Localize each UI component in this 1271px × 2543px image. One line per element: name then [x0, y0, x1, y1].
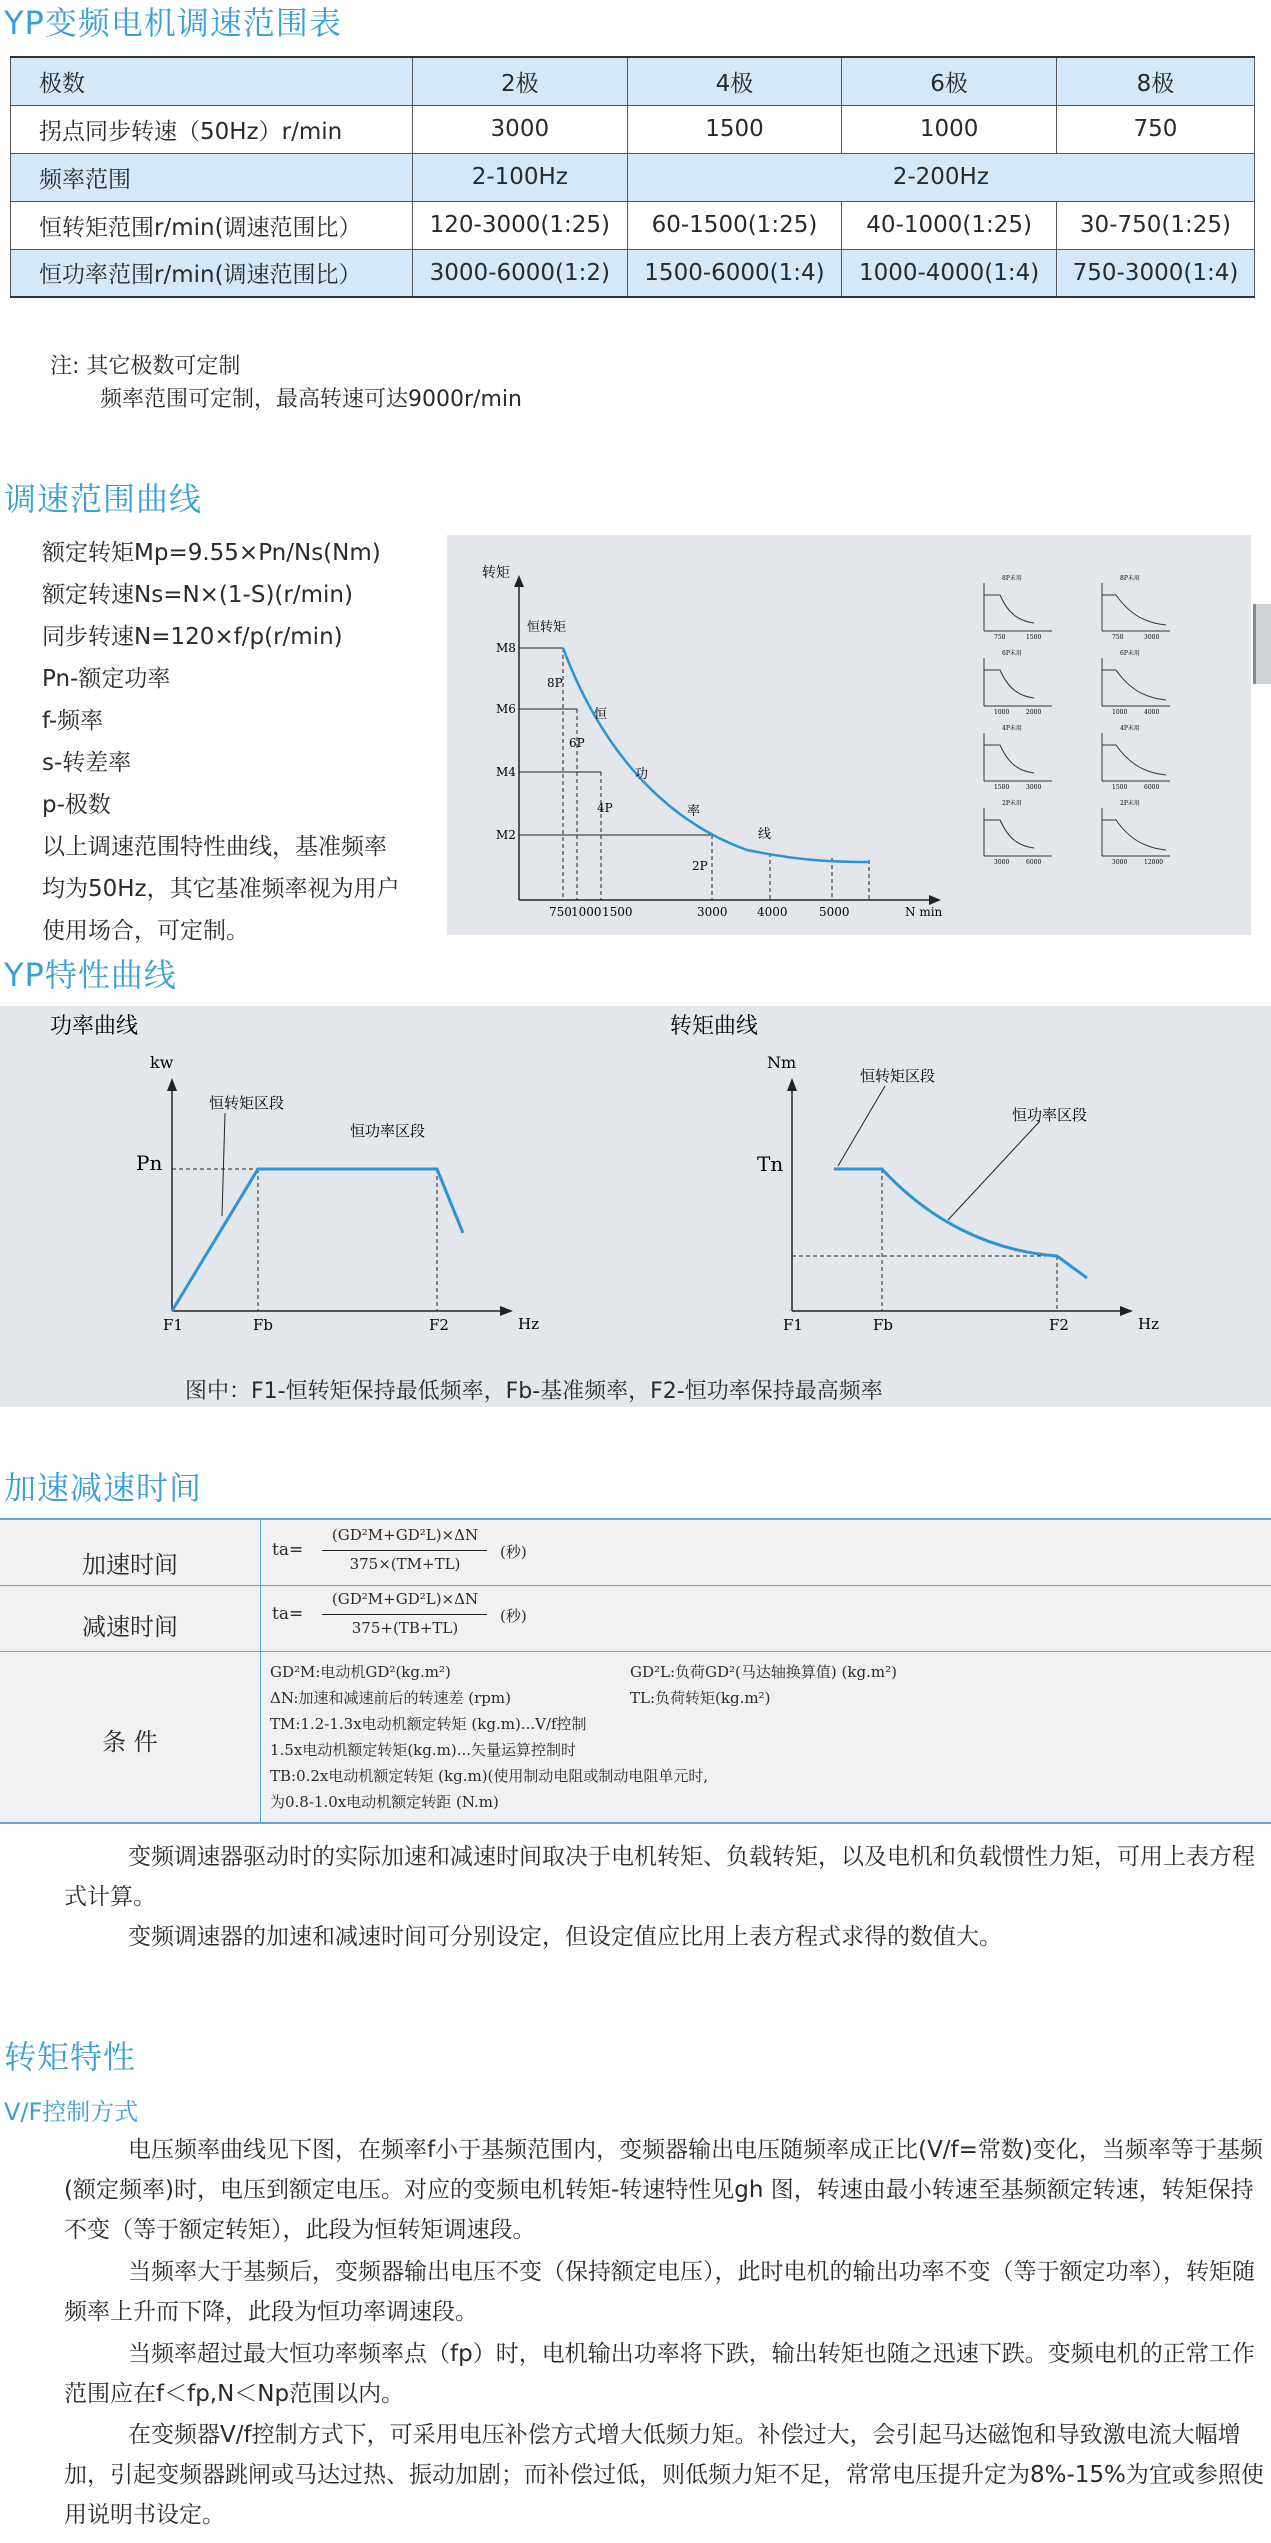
vf-paragraph: 当频率超过最大恒功率频率点（fp）时，电机输出功率将下跌，输出转矩也随之迅速下跌。变频电机的正常工作范围应在f＜fp,N＜Np范围以内。 — [64, 2341, 1255, 2407]
condition-line: TM:1.2-1.3x电动机额定转矩 (kg.m)...V/f控制 — [270, 1715, 587, 1733]
torque-x-tick: Fb — [873, 1316, 894, 1334]
mini-x-tick: 1500 — [994, 784, 1010, 791]
mini-chart — [984, 799, 1052, 866]
mini-chart — [1102, 574, 1170, 641]
mini-curve — [1102, 745, 1166, 775]
mini-x-tick: 3000 — [994, 859, 1010, 866]
condition-line: 1.5x电动机额定转矩(kg.m)...矢量运算控制时 — [270, 1741, 577, 1759]
formula-list — [42, 532, 400, 952]
mini-title: 8P未用 — [1002, 575, 1022, 582]
condition-line: ΔN:加速和减速前后的转速差 (rpm) — [270, 1689, 511, 1707]
mini-title: 2P未用 — [1002, 800, 1022, 807]
vf-paragraph: 电压频率曲线见下图，在频率f小于基频范围内，变频器输出电压随频率成正比(V/f=常数)变化，当频率等于基频(额定频率)时，电压到额定电压。对应的变频电机转矩-转速特性见gh 图，转速由最小转速至基频额定转速，转矩保持不变（等于额定转矩），此段为恒转矩调速段。 — [64, 2137, 1263, 2243]
torque-region1-label: 恒转矩区段 — [860, 1067, 936, 1085]
chart-caption: 图中：F1-恒转矩保持最低频率，Fb-基准频率，F2-恒功率保持最高频率 — [185, 1379, 883, 1404]
formula-line: 额定转速Ns=N×(1-S)(r/min) — [42, 582, 353, 608]
table-cell: 1500-6000(1:4) — [627, 249, 842, 297]
pole-label: 2P — [692, 859, 708, 873]
curve-label: 恒 — [594, 707, 608, 722]
condition-row — [0, 1652, 1271, 1822]
mini-curve — [1102, 670, 1166, 700]
table-cell: 120-3000(1:25) — [413, 201, 628, 249]
table-cell: 30-750(1:25) — [1056, 201, 1254, 249]
table-cell: 3000-6000(1:2) — [413, 249, 628, 297]
mini-curve — [984, 595, 1034, 623]
curve-label: 恒转矩 — [527, 620, 567, 635]
mini-x-tick: 3000 — [1026, 784, 1042, 791]
table-header-cell: 8极 — [1056, 57, 1254, 105]
mini-x-tick: 750 — [994, 634, 1006, 641]
condition-line: TB:0.2x电动机额定转矩 (kg.m)(使用制动电阻或制动电阻单元时, — [270, 1767, 709, 1785]
mini-curve — [984, 820, 1034, 848]
mini-x-tick: 750 — [1112, 634, 1124, 641]
mini-curve — [1102, 820, 1166, 850]
table-cell: 40-1000(1:25) — [842, 201, 1057, 249]
accel-label: 加速时间 — [82, 1551, 178, 1579]
y-tick-label: M8 — [496, 641, 516, 655]
table-cell: 750-3000(1:4) — [1056, 249, 1254, 297]
decel-denominator: 375+(TB+TL) — [351, 1619, 459, 1637]
condition-line: GD²M:电动机GD²(kg.m²) — [270, 1663, 451, 1681]
x-tick-label: 5000 — [819, 905, 850, 919]
x-axis-label: N min — [905, 905, 943, 919]
mini-x-tick: 1500 — [1112, 784, 1128, 791]
speed-chart-panel — [447, 535, 1251, 935]
condition-line: 为0.8-1.0x电动机额定转距 (N.m) — [270, 1793, 499, 1811]
vf-title: V/F控制方式 — [4, 2098, 139, 2126]
table-cell: 1500 — [627, 105, 842, 153]
speed-range-table — [10, 56, 1255, 298]
table-header-cell: 6极 — [842, 57, 1057, 105]
table-row — [11, 105, 1255, 153]
characteristic-panel — [0, 1006, 1271, 1407]
x-tick-label: 1500 — [602, 905, 633, 919]
torque-region1-leader — [838, 1086, 885, 1166]
torque-curve-line — [834, 1169, 1087, 1278]
mini-x-tick: 1000 — [994, 709, 1010, 716]
accel-denominator: 375×(TM+TL) — [349, 1555, 461, 1573]
accel-paragraph: 变频调速器的加速和减速时间可分别设定，但设定值应比用上表方程式求得的数值大。 — [128, 1924, 1002, 1950]
characteristic-title-text: YP特性曲线 — [4, 956, 177, 994]
power-y-arrow — [167, 1078, 177, 1091]
speed-chart — [447, 535, 1251, 935]
fraction-bar — [322, 1614, 487, 1615]
curve-title: 调速范围曲线 — [4, 480, 203, 518]
table-cell: 1000-4000(1:4) — [842, 249, 1057, 297]
power-region2-label: 恒功率区段 — [350, 1122, 426, 1140]
pole-label: 4P — [597, 801, 613, 815]
torque-level-label: Tn — [757, 1152, 784, 1176]
torque-x-tick: F1 — [783, 1316, 803, 1334]
table-row — [11, 57, 1255, 105]
table-header-cell: 4极 — [627, 57, 842, 105]
accel-paragraph: 变频调速器驱动时的实际加速和减速时间取决于电机转矩、负载转矩，以及电机和负载惯性力矩，可用上表方程式计算。 — [64, 1844, 1255, 1910]
decel-row — [0, 1586, 1271, 1652]
yp-table-title: YP变频电机调速范围表 — [4, 4, 342, 42]
mini-title: 4P未用 — [1002, 725, 1022, 732]
formula-line: 同步转速N=120×f/p(r/min) — [42, 624, 343, 650]
x-tick-label: 4000 — [757, 905, 788, 919]
formula-line: 额定转矩Mp=9.55×Pn/Ns(Nm) — [42, 540, 381, 566]
torque-title: 转矩特性 — [4, 2038, 137, 2076]
mini-chart — [984, 574, 1052, 641]
power-region1-label: 恒转矩区段 — [209, 1094, 285, 1112]
formula-line: s-转差率 — [42, 750, 132, 776]
mini-chart — [984, 724, 1052, 791]
mini-x-tick: 3000 — [1112, 859, 1128, 866]
mini-x-tick: 6000 — [1026, 859, 1042, 866]
power-x-label: Hz — [518, 1315, 539, 1333]
decel-label: 减速时间 — [82, 1613, 178, 1641]
mini-title: 6P未用 — [1002, 650, 1022, 657]
ta-symbol: ta= — [272, 1540, 304, 1560]
condition-label: 条 件 — [102, 1728, 158, 1756]
table-cell: 1000 — [842, 105, 1057, 153]
formula-line: 使用场合，可定制。 — [42, 918, 249, 944]
mini-x-tick: 12000 — [1144, 859, 1164, 866]
table-row — [11, 201, 1255, 249]
mini-curve — [1102, 595, 1166, 625]
x-axis-arrow — [929, 895, 941, 905]
table-row — [11, 153, 1255, 201]
table-cell: 60-1500(1:25) — [627, 201, 842, 249]
power-x-arrow — [500, 1306, 513, 1316]
mini-x-tick: 6000 — [1144, 784, 1160, 791]
formula-line: Pn-额定功率 — [42, 666, 171, 692]
power-x-tick: Fb — [253, 1316, 274, 1334]
mini-x-tick: 1500 — [1026, 634, 1042, 641]
mini-chart-grid — [984, 574, 1170, 866]
decel-numerator: (GD²M+GD²L)×ΔN — [331, 1590, 479, 1608]
mini-curve — [984, 670, 1034, 698]
decel-unit: (秒) — [500, 1607, 527, 1625]
mini-x-tick: 1000 — [1112, 709, 1128, 716]
mini-x-tick: 3000 — [1144, 634, 1160, 641]
mini-title: 4P未用 — [1120, 725, 1140, 732]
accel-unit: (秒) — [500, 1543, 527, 1561]
power-level-label: Pn — [136, 1151, 163, 1175]
curve-label: 线 — [758, 827, 772, 842]
characteristic-charts — [0, 1006, 1271, 1407]
mini-title: 6P未用 — [1120, 650, 1140, 657]
page-edge-tab — [1253, 604, 1271, 684]
pole-label: 8P — [547, 676, 563, 690]
table-cell: 恒功率范围r/min(调速范围比） — [11, 249, 413, 297]
table-cell: 恒转矩范围r/min(调速范围比） — [11, 201, 413, 249]
formula-line: f-频率 — [42, 708, 104, 734]
mini-chart — [1102, 649, 1170, 716]
table-cell: 3000 — [413, 105, 628, 153]
y-axis-label: 转矩 — [482, 565, 510, 581]
power-y-label: kw — [150, 1053, 174, 1072]
pole-label: 6P — [569, 736, 585, 750]
torque-region2-label: 恒功率区段 — [1012, 1106, 1088, 1124]
table-cell: 2-100Hz — [413, 153, 628, 201]
accel-row — [0, 1520, 1271, 1586]
formula-line: p-极数 — [42, 792, 111, 818]
torque-x-label: Hz — [1138, 1315, 1159, 1333]
curve-label: 率 — [687, 804, 701, 819]
torque-y-label: Nm — [767, 1053, 797, 1072]
table-cell: 频率范围 — [11, 153, 413, 201]
torque-chart-title: 转矩曲线 — [670, 1014, 759, 1039]
vf-paragraph: 当频率大于基频后，变频器输出电压不变（保持额定电压），此时电机的输出功率不变（等于额定功率），转矩随频率上升而下降，此段为恒功率调速段。 — [64, 2259, 1255, 2325]
note-line: 频率范围可定制，最高转速可达9000r/min — [100, 387, 522, 412]
mini-x-tick: 2000 — [1026, 709, 1042, 716]
mini-title: 2P未用 — [1120, 800, 1140, 807]
power-x-tick: F1 — [163, 1316, 183, 1334]
table-cell: 拐点同步转速（50Hz）r/min — [11, 105, 413, 153]
formula-line: 以上调速范围特性曲线，基准频率 — [42, 834, 387, 860]
condition-line: GD²L:负荷GD²(马达轴换算值) (kg.m²) — [630, 1663, 897, 1681]
table-header-cell: 极数 — [11, 57, 413, 105]
power-chart-title: 功率曲线 — [50, 1014, 139, 1039]
torque-y-arrow — [787, 1078, 797, 1091]
vf-paragraph: 在变频器V/f控制方式下，可采用电压补偿方式增大低频力矩。补偿过大，会引起马达磁饱和导致激电流大幅增加，引起变频器跳闸或马达过热、振动加剧；而补偿过低，则低频力矩不足，常常电压提升定为8%-15%为宜或参照使用说明书设定。 — [64, 2422, 1264, 2528]
table-cell: 750 — [1056, 105, 1254, 153]
torque-region2-leader — [948, 1121, 1040, 1220]
characteristic-title — [4, 950, 177, 996]
y-axis-arrow — [514, 575, 524, 587]
power-curve-line — [172, 1169, 463, 1311]
x-tick-label: 1000 — [571, 905, 602, 919]
formula-line: 均为50Hz，其它基准频率视为用户 — [42, 876, 400, 902]
fraction-bar — [322, 1550, 487, 1551]
power-x-tick: F2 — [429, 1316, 449, 1334]
condition-line: TL:负荷转矩(kg.m²) — [630, 1689, 771, 1707]
table-cell: 2-200Hz — [627, 153, 1254, 201]
mini-chart — [1102, 799, 1170, 866]
y-tick-label: M4 — [496, 765, 516, 779]
torque-x-arrow — [1120, 1306, 1133, 1316]
table-note — [50, 350, 522, 416]
mini-chart — [1102, 724, 1170, 791]
y-tick-label: M2 — [496, 828, 516, 842]
mini-x-tick: 4000 — [1144, 709, 1160, 716]
accel-numerator: (GD²M+GD²L)×ΔN — [331, 1526, 479, 1544]
power-curve — [563, 648, 869, 862]
ta-symbol: ta= — [272, 1604, 304, 1624]
table-row — [11, 249, 1255, 297]
note-line: 注: 其它极数可定制 — [50, 354, 241, 379]
mini-chart — [984, 649, 1052, 716]
x-tick-label: 3000 — [697, 905, 728, 919]
power-region1-leader — [222, 1113, 225, 1216]
accel-table — [0, 1518, 1271, 1824]
mini-curve — [984, 745, 1034, 773]
mini-title: 8P未用 — [1120, 575, 1140, 582]
torque-x-tick: F2 — [1049, 1316, 1069, 1334]
x-tick-label: 750 — [549, 905, 572, 919]
table-header-cell: 2极 — [413, 57, 628, 105]
accel-title: 加速减速时间 — [4, 1469, 203, 1507]
curve-label: 功 — [635, 767, 649, 782]
y-tick-label: M6 — [496, 702, 516, 716]
